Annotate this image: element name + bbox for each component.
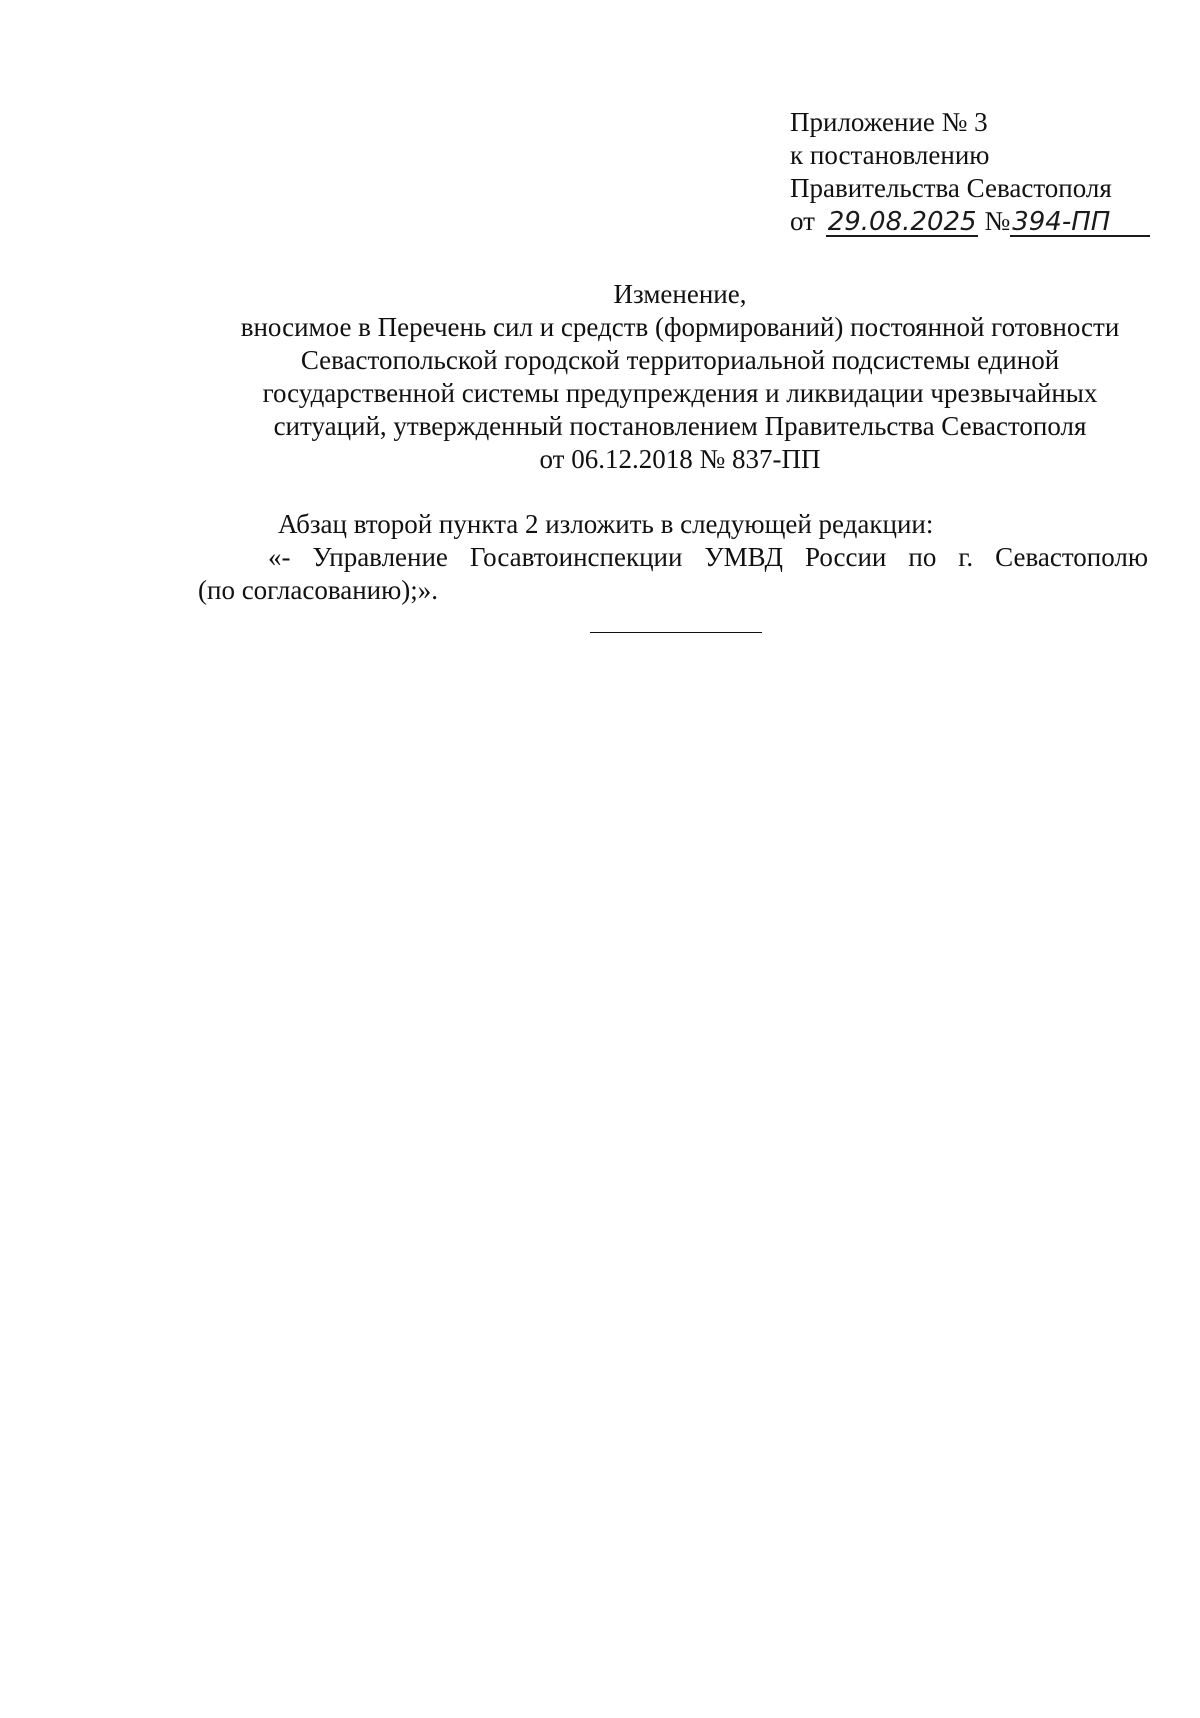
- body-paragraph-2: [198, 541, 1148, 607]
- title-line: Изменение,: [613, 279, 747, 309]
- handwritten-number: 394-ПП: [1010, 209, 1150, 237]
- title-line: ситуаций, утвержденный постановлением Правительства Севастополя: [273, 411, 1087, 441]
- number-prefix: №: [984, 206, 1011, 236]
- annex-resolution-ref: к постановлению: [790, 140, 990, 170]
- paragraph-line: «- Управление Госавтоинспекции УМВД России по г. Севастополю: [268, 542, 1148, 572]
- annex-number: Приложение № 3: [790, 107, 988, 137]
- annex-date-line: [790, 205, 1150, 238]
- title-line: государственной системы предупреждения и ликвидации чрезвычайных: [262, 378, 1098, 408]
- end-divider: [590, 632, 762, 633]
- title-line: Севастопольской городской территориальной подсистемы единой: [300, 345, 1060, 375]
- handwritten-date: 29.08.2025: [827, 207, 977, 237]
- body-paragraph-1: Абзац второй пункта 2 изложить в следующей редакции:: [278, 509, 934, 539]
- title-line: от 06.12.2018 № 837-ПП: [539, 444, 821, 474]
- title-line: вносимое в Перечень сил и средств (формирований) постоянной готовности: [240, 312, 1120, 342]
- annex-government: Правительства Севастополя: [790, 173, 1112, 203]
- annex-header: [790, 106, 1150, 238]
- date-prefix: от: [790, 206, 815, 236]
- paragraph-line: (по согласованию);».: [198, 575, 439, 605]
- document-title: [180, 278, 1180, 476]
